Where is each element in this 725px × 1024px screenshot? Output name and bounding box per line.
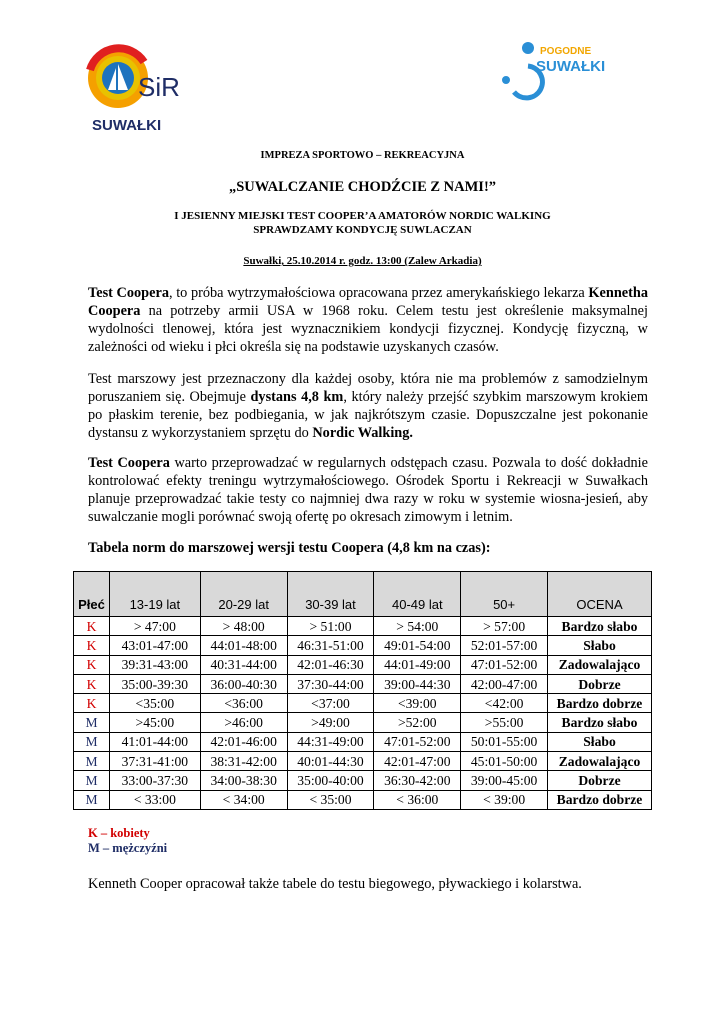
cell-sex: K bbox=[74, 655, 110, 674]
osir-logo bbox=[78, 40, 190, 136]
cell-time: < 39:00 bbox=[461, 790, 548, 809]
cell-sex: M bbox=[74, 752, 110, 771]
cell-time: <35:00 bbox=[109, 694, 200, 713]
table-row bbox=[74, 732, 652, 751]
cell-time: 52:01-57:00 bbox=[461, 636, 548, 655]
cell-sex: K bbox=[74, 636, 110, 655]
cell-time: 44:31-49:00 bbox=[287, 732, 374, 751]
header-age-50-plus: 50+ bbox=[461, 572, 548, 617]
cell-rating: Bardzo dobrze bbox=[548, 694, 652, 713]
cell-time: 47:01-52:00 bbox=[461, 655, 548, 674]
cell-time: 42:01-47:00 bbox=[374, 752, 461, 771]
cell-time: 49:01-54:00 bbox=[374, 636, 461, 655]
text-segment: Test marszowy jest przeznaczony dla każdej osoby, która nie ma problemów z samodzielnym poruszaniem się. Obejmuje bbox=[88, 371, 648, 405]
pogodne-suwalki-logo-graphic bbox=[500, 40, 620, 110]
cell-rating: Bardzo słabo bbox=[548, 617, 652, 636]
cell-time: 47:01-52:00 bbox=[374, 732, 461, 751]
table-row bbox=[74, 694, 652, 713]
pogodne-logo-line2: SUWAŁKI bbox=[536, 58, 606, 75]
event-subtitle-line1: I JESIENNY MIEJSKI TEST COOPER’A AMATORÓW NORDIC WALKING bbox=[174, 210, 551, 222]
osir-logo-graphic bbox=[78, 40, 190, 136]
cell-time: 36:00-40:30 bbox=[200, 674, 287, 693]
legend-men: M – mężczyźni bbox=[88, 841, 168, 855]
cell-time: 41:01-44:00 bbox=[109, 732, 200, 751]
cell-sex: M bbox=[74, 732, 110, 751]
cell-rating: Dobrze bbox=[548, 674, 652, 693]
cell-time: 39:31-43:00 bbox=[109, 655, 200, 674]
cell-rating: Zadowalająco bbox=[548, 752, 652, 771]
cell-time: > 57:00 bbox=[461, 617, 548, 636]
event-date: Suwałki, 25.10.2014 r. godz. 13:00 (Zalew Arkadia) bbox=[243, 255, 482, 267]
cell-time: 44:01-48:00 bbox=[200, 636, 287, 655]
cell-time: 33:00-37:30 bbox=[109, 771, 200, 790]
event-subtitle-line2: SPRAWDZAMY KONDYCJĘ SUWLACZAN bbox=[253, 224, 472, 236]
header-sex: Płeć bbox=[74, 572, 110, 617]
cell-rating: Zadowalająco bbox=[548, 655, 652, 674]
cell-sex: K bbox=[74, 617, 110, 636]
cell-rating: Bardzo dobrze bbox=[548, 790, 652, 809]
cell-time: >52:00 bbox=[374, 713, 461, 732]
text-segment: , który należy przejść szybkim marszowym krokiem po płaskim terenie, bez podbiegania, w jak najkrótszym czasie. Dopuszczalne jest pokonanie dystansu z wykorzystaniem sprzętu do bbox=[88, 389, 649, 441]
table-title: Tabela norm do marszowej wersji testu Coopera (4,8 km na czas): bbox=[88, 540, 491, 556]
text-segment: na potrzeby armii USA w 1968 roku. Celem testu jest określenie maksymalnej wydolności tlenowej, która jest wyznacznikiem kondycji fizycznej. Kondycję fizyczną, w zależności od wieku i płci określa się na podstawie uzyskanych czasów. bbox=[88, 303, 648, 355]
cell-time: >46:00 bbox=[200, 713, 287, 732]
event-type: IMPREZA SPORTOWO – REKREACYJNA bbox=[260, 150, 465, 161]
paragraph-intro bbox=[88, 284, 648, 356]
cell-rating: Słabo bbox=[548, 636, 652, 655]
header-rating: OCENA bbox=[548, 572, 652, 617]
table-row bbox=[74, 674, 652, 693]
table-row bbox=[74, 655, 652, 674]
cell-time: <39:00 bbox=[374, 694, 461, 713]
cell-time: 40:31-44:00 bbox=[200, 655, 287, 674]
cell-sex: M bbox=[74, 713, 110, 732]
norms-table bbox=[73, 571, 652, 810]
text-segment: , to próba wytrzymałościowa opracowana przez amerykańskiego lekarza bbox=[168, 285, 589, 301]
cell-time: 43:01-47:00 bbox=[109, 636, 200, 655]
cell-time: 42:01-46:30 bbox=[287, 655, 374, 674]
cell-time: > 54:00 bbox=[374, 617, 461, 636]
cell-rating: Dobrze bbox=[548, 771, 652, 790]
pogodne-suwalki-logo bbox=[500, 40, 620, 110]
table-row bbox=[74, 636, 652, 655]
cell-time: 50:01-55:00 bbox=[461, 732, 548, 751]
cell-sex: M bbox=[74, 790, 110, 809]
cell-time: <37:00 bbox=[287, 694, 374, 713]
cell-time: 37:30-44:00 bbox=[287, 674, 374, 693]
cell-time: <36:00 bbox=[200, 694, 287, 713]
cell-time: < 36:00 bbox=[374, 790, 461, 809]
cell-time: 35:00-40:00 bbox=[287, 771, 374, 790]
osir-logo-subtitle: SUWAŁKI bbox=[92, 117, 162, 134]
cell-time: < 34:00 bbox=[200, 790, 287, 809]
cell-sex: K bbox=[74, 694, 110, 713]
cell-time: < 33:00 bbox=[109, 790, 200, 809]
event-title: „SUWALCZANIE CHODŹCIE Z NAMI!” bbox=[228, 179, 497, 195]
cell-time: > 48:00 bbox=[200, 617, 287, 636]
table-row bbox=[74, 713, 652, 732]
cell-time: 42:01-46:00 bbox=[200, 732, 287, 751]
paragraph-walking-test bbox=[88, 370, 648, 442]
cell-sex: K bbox=[74, 674, 110, 693]
cell-time: >49:00 bbox=[287, 713, 374, 732]
cell-time: 35:00-39:30 bbox=[109, 674, 200, 693]
pogodne-logo-line1: POGODNE bbox=[540, 46, 592, 57]
cell-time: 45:01-50:00 bbox=[461, 752, 548, 771]
osir-logo-text: SiR bbox=[138, 72, 180, 102]
cell-time: 42:00-47:00 bbox=[461, 674, 548, 693]
header-age-40-49: 40-49 lat bbox=[374, 572, 461, 617]
table-row bbox=[74, 752, 652, 771]
cell-time: > 47:00 bbox=[109, 617, 200, 636]
cell-time: 39:00-45:00 bbox=[461, 771, 548, 790]
cell-time: 38:31-42:00 bbox=[200, 752, 287, 771]
header-age-13-19: 13-19 lat bbox=[109, 572, 200, 617]
cell-time: 46:31-51:00 bbox=[287, 636, 374, 655]
cell-time: 37:31-41:00 bbox=[109, 752, 200, 771]
table-row bbox=[74, 790, 652, 809]
cell-time: <42:00 bbox=[461, 694, 548, 713]
bold-nordic-walking: Nordic Walking. bbox=[312, 425, 413, 441]
cell-time: 39:00-44:30 bbox=[374, 674, 461, 693]
bold-test-coopera: Test Coopera bbox=[88, 285, 169, 301]
table-header-row bbox=[74, 572, 652, 617]
paragraph-regular-tests bbox=[88, 454, 648, 526]
cell-time: 36:30-42:00 bbox=[374, 771, 461, 790]
cell-time: 44:01-49:00 bbox=[374, 655, 461, 674]
header-age-30-39: 30-39 lat bbox=[287, 572, 374, 617]
legend-women: K – kobiety bbox=[88, 826, 150, 840]
table-row bbox=[74, 617, 652, 636]
cell-time: > 51:00 bbox=[287, 617, 374, 636]
cell-time: >55:00 bbox=[461, 713, 548, 732]
footer-note: Kenneth Cooper opracował także tabele do testu biegowego, pływackiego i kolarstwa. bbox=[88, 876, 582, 892]
cell-sex: M bbox=[74, 771, 110, 790]
cell-time: 40:01-44:30 bbox=[287, 752, 374, 771]
cell-rating: Słabo bbox=[548, 732, 652, 751]
text-segment: warto przeprowadzać w regularnych odstępach czasu. Pozwala to dość dokładnie kontrolować efekty treningu wytrzymałościowego. Ośrodek Sportu i Rekreacji w Suwałkach planuje przeprowadzać takie testy co najmniej dwa razy w roku w systemie wiosna-jesień, aby suwalczanie mogli porównać swoją ofertę po okresach zimowym i letnim. bbox=[88, 455, 648, 525]
bold-distance: dystans 4,8 km bbox=[250, 389, 344, 405]
cell-time: >45:00 bbox=[109, 713, 200, 732]
bold-kenneth-coopera: Kennetha Coopera bbox=[88, 285, 648, 319]
cell-time: 34:00-38:30 bbox=[200, 771, 287, 790]
cell-rating: Bardzo słabo bbox=[548, 713, 652, 732]
header-age-20-29: 20-29 lat bbox=[200, 572, 287, 617]
cell-time: < 35:00 bbox=[287, 790, 374, 809]
bold-test-coopera: Test Coopera bbox=[88, 455, 170, 471]
table-row bbox=[74, 771, 652, 790]
